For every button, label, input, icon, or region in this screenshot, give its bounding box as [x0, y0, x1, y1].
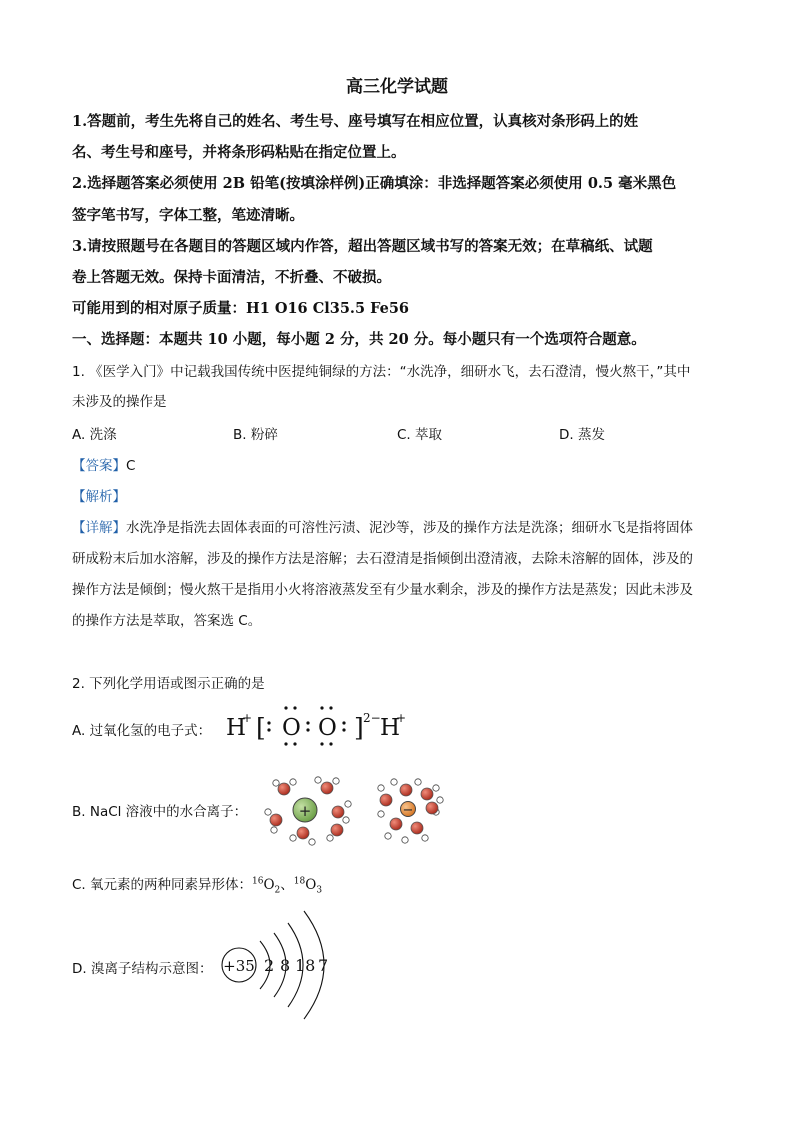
shell-3-count: 18 [295, 956, 316, 975]
mass-16: 16 [252, 876, 264, 887]
cation-water-cluster [265, 777, 351, 845]
q1-detail-line-4: 的操作方法是萃取，答案选 C。 [72, 613, 262, 629]
o2-sub: 2 [274, 885, 281, 896]
instruction-line-3: 2.选择题答案必须使用 2B 铅笔(按填涂样例)正确填涂：非选择题答案必须使用 0.5 毫米黑色 [72, 175, 677, 192]
instruction-line-2: 名、考生号和座号，并将条形码粘贴在指定位置上。 [72, 144, 406, 161]
cation-sign: + [298, 802, 312, 820]
formula-o-left: O [282, 715, 301, 741]
formula-plus-left: + [242, 711, 253, 725]
instruction-line-4: 签字笔书写，字体工整，笔迹清晰。 [72, 207, 304, 224]
section-header: 一、选择题：本题共 10 小题，每小题 2 分，共 20 分。每小题只有一个选项符合题意。 [72, 331, 646, 348]
atomic-masses: 可能用到的相对原子质量：H1 O16 Cl35.5 Fe56 [72, 300, 410, 317]
instruction-line-6: 卷上答题无效。保持卡面清洁，不折叠、不破损。 [72, 269, 391, 286]
shell-4-count: 7 [318, 956, 329, 975]
q1-option-c: C. 萃取 [397, 427, 443, 443]
hydrated-ions-diagram [260, 768, 460, 848]
answer-tag: 【答案】 [72, 458, 126, 474]
q1-answer: C [126, 458, 136, 474]
analysis-tag: 【解析】 [72, 489, 126, 505]
formula-o-right: O [318, 715, 337, 741]
bromide-structure-diagram [218, 905, 343, 1035]
q2-option-a-label: A. 过氧化氢的电子式： [72, 723, 212, 739]
q1-option-a: A. 洗涤 [72, 427, 117, 443]
formula-charge: 2− [363, 711, 381, 725]
formula-plus-right: + [396, 711, 407, 725]
q1-stem-line-2: 未涉及的操作是 [72, 394, 167, 410]
anion-sign: − [402, 803, 414, 818]
allotrope-sep: 、 [280, 877, 294, 893]
anion-water-cluster [378, 779, 443, 843]
shell-2-count: 8 [280, 956, 291, 975]
formula-h-right: H [380, 715, 401, 741]
q1-stem-line-1: 1. 《医学入门》中记载我国传统中医提纯铜绿的方法：“水洗净，细研水飞，去石澄清，慢火熬干，”其中 [72, 364, 691, 380]
peroxide-electron-formula [222, 700, 412, 752]
o2-element: O [263, 877, 275, 893]
q2-stem: 2. 下列化学用语或图示正确的是 [72, 676, 265, 692]
detail-tag: 【详解】 [72, 520, 126, 536]
q2-option-c-label [72, 873, 322, 896]
q1-option-d: D. 蒸发 [559, 427, 605, 443]
instruction-line-5: 3.请按照题号在各题目的答题区域内作答，超出答题区域书写的答案无效；在草稿纸、试题 [72, 238, 653, 255]
q2-option-c-text: C. 氧元素的两种同素异形体： [72, 877, 253, 893]
svg-text:]: ] [354, 713, 364, 742]
o3-element: O [305, 877, 317, 893]
shell-1-count: 2 [264, 956, 275, 975]
q1-answer-row [72, 454, 135, 474]
allotropes-formula [252, 876, 323, 896]
q1-option-b: B. 粉碎 [233, 427, 278, 443]
page-title: 高三化学试题 [346, 77, 448, 97]
nucleus-charge: +35 [223, 957, 255, 975]
svg-text:[: [ [256, 713, 266, 742]
q1-detail-line-1 [72, 516, 693, 536]
q1-detail-text-1: 水洗净是指洗去固体表面的可溶性污渍、泥沙等，涉及的操作方法是洗涤；细研水飞是指将固体 [126, 520, 693, 536]
instruction-line-1: 1.答题前，考生先将自己的姓名、考生号、座号填写在相应位置，认真核对条形码上的姓 [72, 113, 639, 130]
q2-option-d-label: D. 溴离子结构示意图： [72, 961, 213, 977]
q2-option-b-label: B. NaCl 溶液中的水合离子： [72, 804, 248, 820]
mass-18: 18 [293, 876, 306, 887]
o3-sub: 3 [316, 885, 323, 896]
q1-detail-line-2: 研成粉末后加水溶解，涉及的操作方法是溶解；去石澄清是指倾倒出澄清液，去除未溶解的固体，涉及的 [72, 551, 693, 567]
formula-h-left: H [226, 715, 247, 741]
q1-detail-line-3: 操作方法是倾倒；慢火熬干是指用小火将溶液蒸发至有少量水剩余，涉及的操作方法是蒸发；因此未涉及 [72, 582, 693, 598]
